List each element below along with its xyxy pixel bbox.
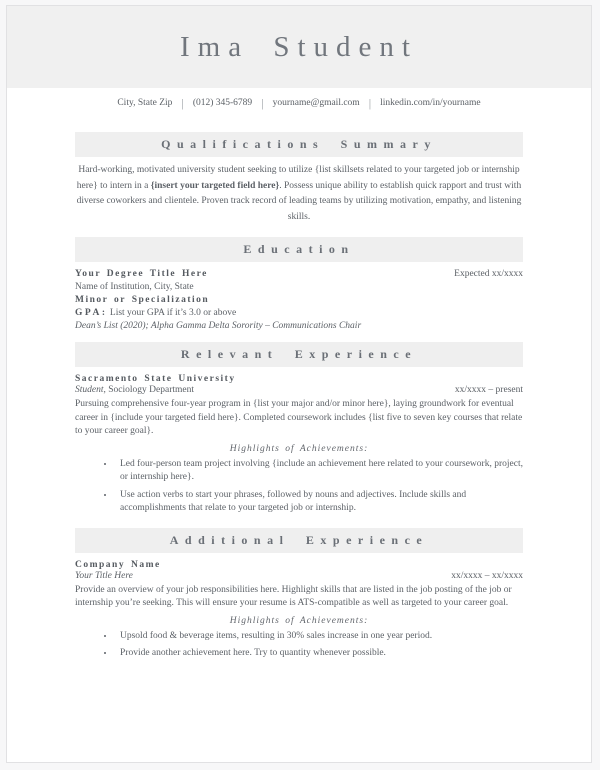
- additional-dates: xx/xxxx – xx/xxxx: [451, 570, 523, 581]
- contact-linkedin: linkedin.com/in/yourname: [380, 98, 481, 108]
- gpa-text: List your GPA if it’s 3.0 or above: [107, 308, 237, 318]
- contact-separator: |: [181, 96, 184, 110]
- relevant-role: [75, 384, 194, 397]
- relevant-organization: Sacramento State University: [75, 374, 236, 384]
- relevant-experience-block: [75, 374, 523, 516]
- relevant-role-title: Student,: [75, 385, 106, 395]
- summary-targeted-field-placeholder: {insert your targeted field here}: [150, 180, 280, 191]
- resume-page: [6, 5, 592, 763]
- section-title-additional-experience: Additional Experience: [75, 528, 523, 553]
- relevant-dates: xx/xxxx – present: [454, 385, 523, 395]
- additional-role-row: [75, 570, 523, 583]
- relevant-highlights-label: Highlights of Achievements:: [229, 443, 369, 454]
- contact-location: City, State Zip: [117, 98, 173, 108]
- degree-row: [75, 268, 523, 281]
- contact-separator: |: [261, 96, 264, 110]
- relevant-bullet-list: [75, 458, 523, 516]
- list-item: • Upsold food & beverage items, resulting in 30% sales increase in one year period.: [115, 630, 523, 644]
- institution-line: Name of Institution, City, State: [75, 282, 194, 292]
- additional-company: Company Name: [75, 559, 161, 570]
- additional-experience-block: [75, 560, 523, 661]
- relevant-role-department: Sociology Department: [105, 385, 194, 395]
- degree-title: Your Degree Title Here: [75, 269, 208, 279]
- gpa-label: GPA:: [75, 308, 108, 318]
- candidate-name: Ima Student: [180, 30, 418, 63]
- section-title-relevant-experience: Relevant Experience: [75, 342, 523, 367]
- relevant-description: Pursuing comprehensive four-year program in {list your major and/or minor here}, laying groundwork for eventual career in {include your targeted field here}. Completed coursework includes {list five to seven key courses that relate to your career goal}.: [75, 399, 523, 436]
- list-item: • Led four-person team project involving {include an achievement here related to your coursework, project, or internship here}.: [115, 458, 523, 485]
- section-title-education: Education: [75, 237, 523, 262]
- list-item: • Use action verbs to start your phrases, followed by nouns and adjectives. Include skills and accomplishments that relate to your targeted job or internship.: [115, 489, 523, 516]
- additional-bullet-list: [75, 630, 523, 661]
- summary-part3: . Possess unique ability to establish quick rapport and trust with diverse coworkers and clientele. Proven track record of leading teams by utilizing motivation, empathy, and listening skills.: [76, 180, 522, 222]
- gpa-line: [75, 307, 523, 320]
- contact-phone: (012) 345-6789: [192, 98, 253, 108]
- education-block: [75, 268, 523, 333]
- list-item: • Provide another achievement here. Try to quantity whenever possible.: [115, 647, 523, 661]
- contact-row: [7, 98, 591, 108]
- honors-line: Dean’s List (2020); Alpha Gamma Delta Sorority – Communications Chair: [75, 321, 362, 331]
- contact-email: yourname@gmail.com: [272, 98, 360, 108]
- section-title-qualifications-summary: Qualifications Summary: [75, 132, 523, 157]
- additional-description: Provide an overview of your job responsibilities here. Highlight skills that are listed in the job posting of the job or internship you’re seeking. This will ensure your resume is ATS-compatible as well as targeted to your career goal.: [75, 584, 512, 608]
- contact-separator: |: [368, 96, 372, 110]
- minor-line: Minor or Specialization: [75, 295, 210, 305]
- summary-part1: Hard-working, motivated university student seeking to utilize {list skillsets related to your targeted job or internship here} to intern in a: [76, 165, 520, 191]
- expected-graduation-date: Expected xx/xxxx: [454, 269, 523, 279]
- page-content: [7, 132, 591, 661]
- relevant-role-row: [75, 384, 523, 397]
- additional-role-title: Your Title Here: [75, 570, 133, 581]
- additional-highlights-label: Highlights of Achievements:: [229, 615, 369, 626]
- header-band: [7, 6, 591, 88]
- qualifications-summary-text: [75, 163, 523, 225]
